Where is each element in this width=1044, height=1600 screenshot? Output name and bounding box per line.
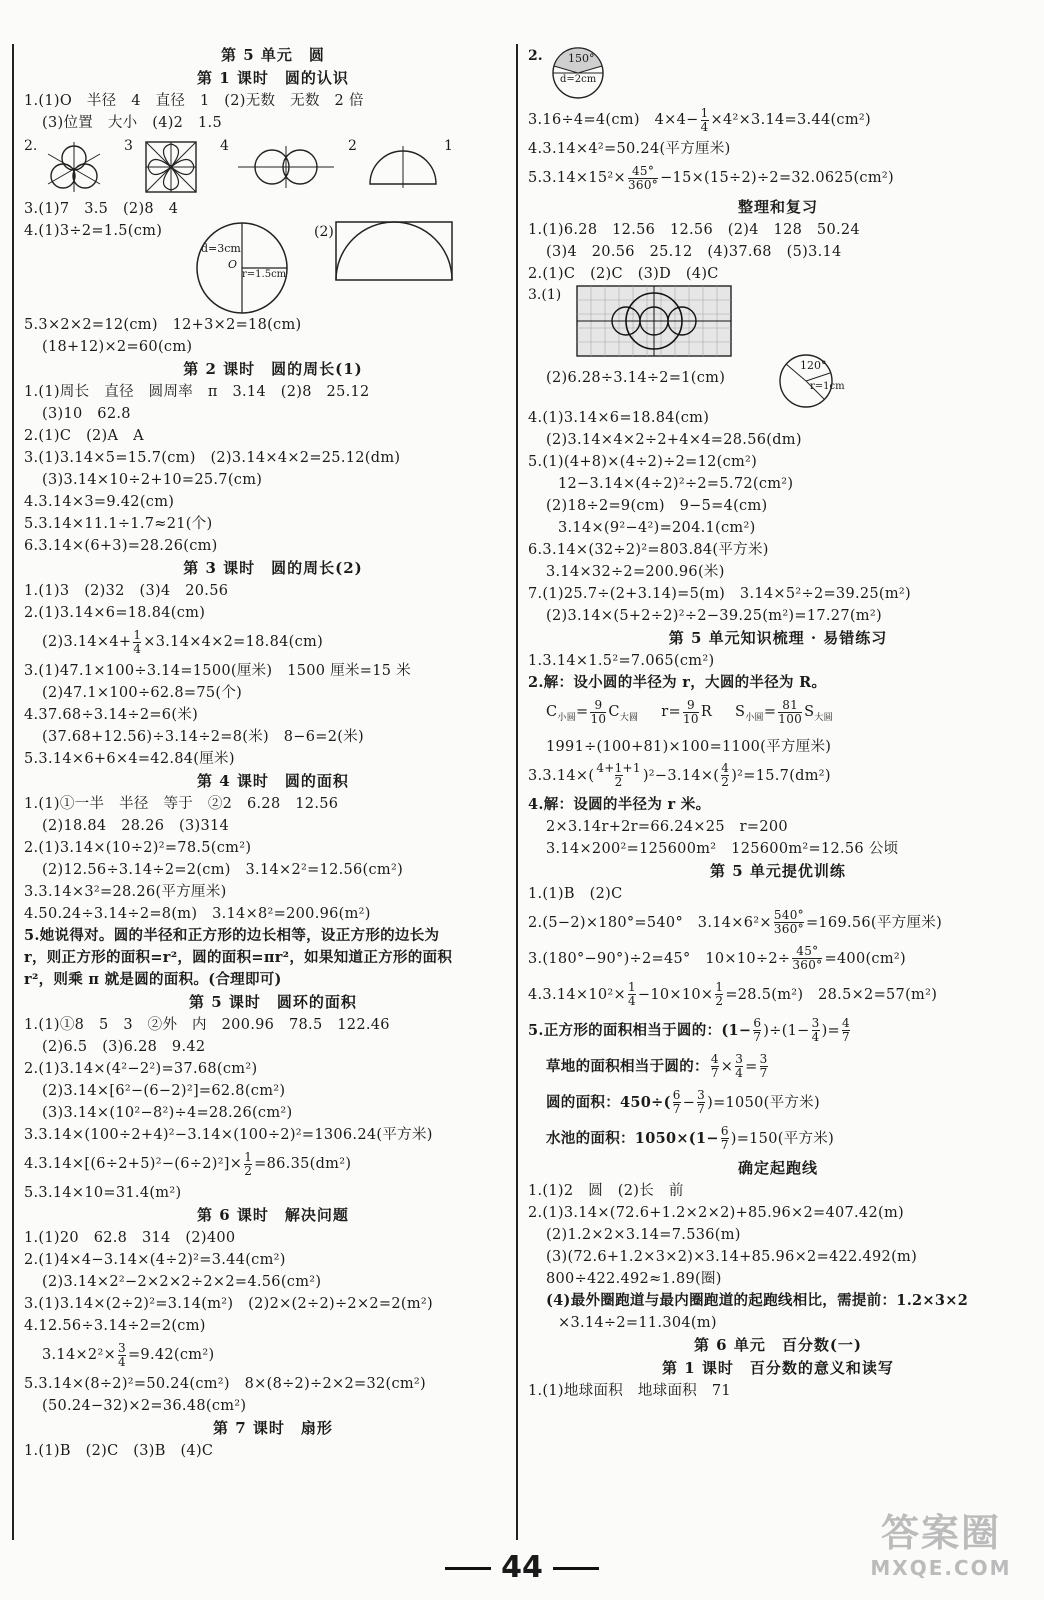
- answer-line: 1.(1)①一半 半径 等于 ②2 6.28 12.56: [24, 796, 339, 812]
- answer-line: 1.(1)①8 5 3 ②外 内 200.96 78.5 122.46: [24, 1017, 390, 1033]
- answer-line: r，则正方形的面积=r²，圆的面积=πr²，如果知道正方形的面积: [24, 949, 453, 966]
- answer-line: (3)3.14×10÷2+10=25.7(cm): [42, 472, 263, 488]
- answer-line: 3.14×200²=125600m² 125600m²=12.56 公顷: [546, 840, 899, 857]
- answer-line: 4.(1)3.14×6=18.84(cm): [528, 410, 710, 426]
- answer-line: (2)3.14×(5+2÷2)²÷2−39.25(m²)=17.27(m²): [546, 608, 882, 624]
- answer-line: (3)10 62.8: [42, 406, 131, 422]
- grid-circles-figure: [576, 285, 732, 357]
- answer-line: 5.3.14×11.1÷1.7≈21(个): [24, 516, 213, 532]
- answer-line: 3.14×32÷2=200.96(米): [546, 564, 725, 580]
- lesson-heading: 第 1 课时 百分数的意义和读写: [662, 1358, 894, 1377]
- answer-line: 3.(1)3.14×5=15.7(cm) (2)3.14×4×2=25.12(dm): [24, 450, 401, 466]
- answer-line-fraction: 水池的面积：1050×(1− $\frac{6}{7}$ )=150(平方米): [546, 1124, 835, 1153]
- answer-line: 1.(1)B (2)C: [528, 885, 623, 902]
- answer-line: (2)3.14×[6²−(6−2)²]=62.8(cm²): [42, 1083, 286, 1099]
- answer-line: 4.12.56÷3.14÷2=2(cm): [24, 1318, 206, 1334]
- answer-line-fraction: 4.3.14×[(6÷2+5)²−(6÷2)²]× $\frac{1}{2}$ =86.35(dm²): [24, 1149, 352, 1178]
- unit-heading: 第 6 单元 百分数(一): [693, 1335, 863, 1354]
- rectangle-semicircle-figure: [334, 220, 454, 282]
- answer-line: (3)(72.6+1.2×3×2)×3.14+85.96×2=422.492(m): [546, 1248, 918, 1265]
- answer-line: 1.(1)O 半径 4 直径 1 (2)无数 无数 2 倍: [24, 93, 364, 109]
- answer-line-fraction: 3.16÷4=4(cm) 4×4− $\frac{1}{4}$ ×4²×3.14=3.44(cm²): [528, 105, 871, 134]
- answer-line: 6.3.14×(6+3)=28.26(cm): [24, 538, 218, 554]
- two-circle-figure: [238, 146, 334, 188]
- page-dash-left: [445, 1567, 491, 1570]
- answer-line: 1991÷(100+81)×100=1100(平方厘米): [546, 738, 832, 755]
- answer-line-fraction: $C_{小圆}=$ $\frac{9}{10}$ $C_{大圆}$ r= $\frac{9}{10}$ R $S_{小圆}=$ $\frac{81}{100}$ $S_{大圆}$: [546, 697, 833, 726]
- answer-line: 1.(1)20 62.8 314 (2)400: [24, 1230, 236, 1246]
- answer-line-fraction: 草地的面积相当于圆的： $\frac{4}{7}$ × $\frac{3}{4}$ = $\frac{3}{7}$: [546, 1052, 768, 1081]
- answer-line: 5.(1)(4+8)×(4÷2)÷2=12(cm²): [528, 454, 758, 470]
- answer-line: 3.3.14×(100÷2+4)²−3.14×(100÷2)²=1306.24(平方米): [24, 1127, 433, 1143]
- circle-diameter-figure: [194, 220, 290, 316]
- answer-line: 3.14×(9²−4²)=204.1(cm²): [558, 520, 756, 536]
- figure-row-sector-2: (2)6.28÷3.14÷2=1(cm) 120° r=1cm: [528, 359, 1028, 407]
- right-column: [516, 44, 1028, 1540]
- answer-line: 4.37.68÷3.14÷2=6(米): [24, 707, 199, 723]
- answer-line: 800÷422.492≈1.89(圈): [546, 1270, 722, 1287]
- figure-row-symmetry: 2. 3 4 2 1: [24, 134, 522, 198]
- answer-line: 12−3.14×(4÷2)²÷2=5.72(cm²): [558, 476, 794, 492]
- answer-line-fraction: 4.3.14×10²× $\frac{1}{4}$ −10×10× $\frac{1}{2}$ =28.5(m²) 28.5×2=57(m²): [528, 980, 938, 1009]
- three-circle-figure: [42, 140, 106, 194]
- answer-line: 4.3.14×3=9.42(cm): [24, 494, 175, 510]
- answer-line: 5.3.14×6+6×4=42.84(厘米): [24, 751, 235, 767]
- answer-line: (2)1.2×2×3.14=7.536(m): [546, 1226, 741, 1243]
- answer-line: (50.24−32)×2=36.48(cm²): [42, 1398, 247, 1414]
- figure-row-grid: 3.(1): [528, 285, 1028, 359]
- answer-line: (2)47.1×100÷62.8=75(个): [42, 685, 243, 701]
- square-flower-figure: [142, 138, 200, 194]
- answer-line: (3)4 20.56 25.12 (4)37.68 (5)3.14: [546, 244, 842, 260]
- answer-line: 5.3.14×(8÷2)²=50.24(cm²) 8×(8÷2)÷2×2=32(cm²): [24, 1376, 426, 1392]
- answer-line: 2.(1)C (2)A A: [24, 428, 144, 444]
- answer-line: 3.(1)7 3.5 (2)8 4: [24, 201, 179, 217]
- watermark-logo: 答案圈 MXQE.COM: [870, 1511, 1012, 1580]
- answer-line: (2)18.84 28.26 (3)314: [42, 818, 230, 834]
- answer-line: 1.(1)3 (2)32 (3)4 20.56: [24, 583, 229, 599]
- answer-line: r²，则乘 π 就是圆的面积。(合理即可): [24, 971, 282, 988]
- answer-line: (2)6.5 (3)6.28 9.42: [42, 1039, 206, 1055]
- answer-line: ×3.14÷2=11.304(m): [558, 1314, 717, 1331]
- lesson-heading: 第 1 课时 圆的认识: [197, 69, 349, 87]
- answer-line: 1.(1)周长 直径 圆周率 π 3.14 (2)8 25.12: [24, 384, 370, 400]
- answer-line: 4.3.14×4²=50.24(平方厘米): [528, 141, 731, 157]
- answer-line-fraction: 2.(5−2)×180°=540° 3.14×6²× $\frac{540^\circ}{360^\circ}$ =169.56(平方厘米): [528, 908, 943, 937]
- answer-line-fraction: 3.14×2²× $\frac{3}{4}$ =9.42(cm²): [42, 1340, 215, 1369]
- answer-line: 1.(1)2 圆 (2)长 前: [528, 1182, 684, 1199]
- lesson-heading: 第 4 课时 圆的面积: [197, 772, 349, 790]
- answer-line: 1.(1)B (2)C (3)B (4)C: [24, 1443, 214, 1459]
- answer-line: 2×3.14r+2r=66.24×25 r=200: [546, 818, 788, 835]
- left-column: [12, 44, 522, 1540]
- lesson-heading: 第 6 课时 解决问题: [197, 1206, 349, 1224]
- answer-line: (2)3.14×4×2÷2+4×4=28.56(dm): [546, 432, 802, 448]
- answer-line: 2.(1)3.14×(72.6+1.2×2×2)+85.96×2=407.42(m): [528, 1204, 904, 1221]
- answer-line: (2)3.14×2²−2×2×2÷2×2=4.56(cm²): [42, 1274, 322, 1290]
- answer-line: 2.(1)C (2)C (3)D (4)C: [528, 266, 719, 282]
- answer-line: (2)12.56÷3.14÷2=2(cm) 3.14×2²=12.56(cm²): [42, 862, 404, 878]
- answer-line: 5.3×2×2=12(cm) 12+3×2=18(cm): [24, 317, 302, 333]
- answer-line: 3.(1)3.14×(2÷2)²=3.14(m²) (2)2×(2÷2)÷2×2=2(m²): [24, 1296, 433, 1312]
- answer-line: (2)18÷2=9(cm) 9−5=4(cm): [546, 498, 768, 514]
- answer-line: 3.3.14×3²=28.26(平方厘米): [24, 884, 227, 900]
- answer-line: 1.(1)地球面积 地球面积 71: [528, 1382, 731, 1399]
- page-dash-right: [553, 1567, 599, 1570]
- answer-line-fraction: 圆的面积：450÷( $\frac{6}{7}$ − $\frac{3}{7}$ )=1050(平方米): [546, 1088, 820, 1117]
- answer-line: 5.她说得对。圆的半径和正方形的边长相等，设正方形的边长为: [24, 927, 440, 944]
- answer-line: 5.3.14×10=31.4(m²): [24, 1185, 182, 1201]
- lesson-heading: 第 7 课时 扇形: [213, 1419, 333, 1437]
- answer-line: 1.3.14×1.5²=7.065(cm²): [528, 653, 715, 669]
- lesson-heading: 第 2 课时 圆的周长(1): [183, 360, 363, 378]
- answer-line: 7.(1)25.7÷(2+3.14)=5(m) 3.14×5²÷2=39.25(m²): [528, 586, 912, 602]
- section-heading: 第 5 单元知识梳理 · 易错练习: [668, 629, 888, 647]
- answer-line: (4)最外圈跑道与最内圈跑道的起跑线相比，需提前：1.2×3×2: [546, 1291, 969, 1309]
- semicircle-figure: [366, 144, 440, 188]
- answer-line-fraction: (2)3.14×4+ $\frac{1}{4}$ ×3.14×4×2=18.84(cm): [42, 627, 324, 656]
- answer-line: 4.解：设圆的半径为 r 米。: [528, 795, 711, 813]
- answer-line: 2.(1)3.14×6=18.84(cm): [24, 605, 206, 621]
- unit-heading: 第 5 单元 圆: [221, 46, 325, 64]
- answer-line: 2.(1)3.14×(10÷2)²=78.5(cm²): [24, 840, 252, 856]
- answer-line: 4.(1)3÷2=1.5(cm): [24, 223, 163, 239]
- answer-line: 2.解：设小圆的半径为 r，大圆的半径为 R。: [528, 674, 827, 691]
- answer-line: 3.(1)47.1×100÷3.14=1500(厘米) 1500 厘米=15 米: [24, 663, 412, 679]
- answer-line: 2.(1)3.14×(4²−2²)=37.68(cm²): [24, 1061, 258, 1077]
- answer-line: (3)3.14×(10²−8²)÷4=28.26(cm²): [42, 1105, 293, 1121]
- figure-row-sector: 2. 150° d=2cm: [528, 44, 1028, 102]
- answer-line: 6.3.14×(32÷2)²=803.84(平方米): [528, 542, 769, 558]
- lesson-heading: 第 5 课时 圆环的面积: [189, 993, 357, 1011]
- lesson-heading: 第 3 课时 圆的周长(2): [183, 559, 363, 577]
- answer-line-fraction: 5.正方形的面积相当于圆的：(1− $\frac{6}{7}$ )÷(1− $\frac{3}{4}$ )= $\frac{4}{7}$: [528, 1016, 850, 1045]
- answer-line: (37.68+12.56)÷3.14÷2=8(米) 8−6=2(米): [42, 729, 364, 745]
- answer-line-fraction: 5.3.14×15²× $\frac{45^\circ}{360^\circ}$ −15×(15÷2)÷2=32.0625(cm²): [528, 163, 894, 192]
- section-heading: 确定起跑线: [737, 1158, 818, 1177]
- page-number: 44: [0, 1550, 1044, 1585]
- answer-line-fraction: 3.3.14×( $\frac{4+1+1}{2}$ )²−3.14×( $\frac{4}{2}$ )²=15.7(dm²): [528, 761, 831, 790]
- section-heading: 第 5 单元提优训练: [710, 861, 846, 880]
- answer-line: 4.50.24÷3.14÷2=8(m) 3.14×8²=200.96(m²): [24, 906, 371, 922]
- answer-line: (18+12)×2=60(cm): [42, 339, 193, 355]
- answer-line: (3)位置 大小 (4)2 1.5: [42, 115, 222, 131]
- answer-line-fraction: 3.(180°−90°)÷2=45° 10×10÷2÷ $\frac{45^\circ}{360^\circ}$ =400(cm²): [528, 944, 906, 973]
- answer-line: 1.(1)6.28 12.56 12.56 (2)4 128 50.24: [528, 222, 860, 238]
- section-heading: 整理和复习: [737, 198, 818, 216]
- answer-line: 2.(1)4×4−3.14×(4÷2)²=3.44(cm²): [24, 1252, 286, 1268]
- figure-row-circle: d=3cm O r=1.5cm (2): [24, 242, 522, 314]
